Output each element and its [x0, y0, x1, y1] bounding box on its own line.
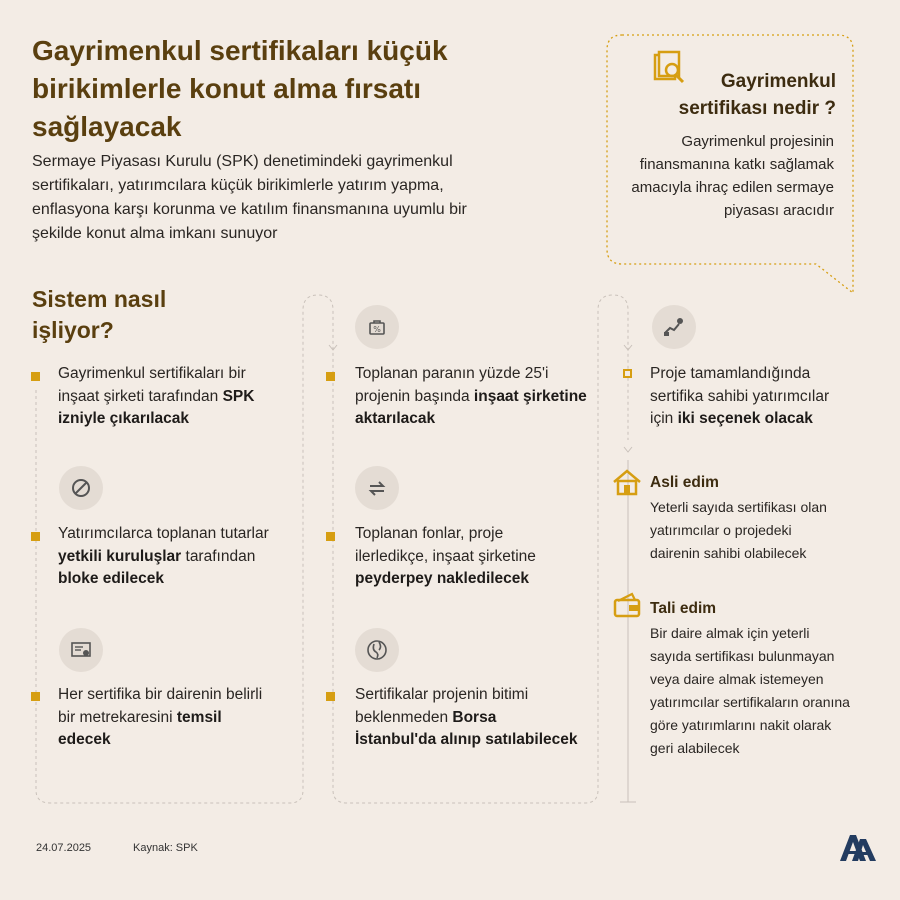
step-item: Gayrimenkul sertifikaları bir inşaat şirketi tarafından SPK izniyle çıkarılacak: [58, 365, 255, 427]
step-item: Her sertifika bir dairenin belirli bir metrekaresini temsil edecek: [58, 686, 263, 748]
step-item: Yatırımcılarca toplanan tutarlar yetkili kuruluşlar tarafından bloke edilecek: [58, 525, 269, 587]
option-title-tali: Tali edim: [650, 600, 717, 617]
bullet-marker: [31, 692, 40, 701]
anadolu-agency-logo: [838, 831, 878, 868]
step-item: Sertifikalar projenin bitimi beklenmeden Borsa İstanbul'da alınıp satılabilecek: [355, 686, 578, 748]
footer-source: Kaynak: SPK: [133, 842, 198, 854]
footer-date: 24.07.2025: [36, 842, 92, 854]
percent-bag-icon: [355, 305, 399, 349]
stock-exchange-icon: [355, 628, 399, 672]
wallet-icon: [612, 592, 642, 624]
bullet-marker: [31, 372, 40, 381]
step-item: Proje tamamlandığında sertifika sahibi yatırımcılar için iki seçenek olacak: [650, 365, 830, 427]
svg-text:%: %: [373, 325, 381, 334]
blocked-icon: [59, 466, 103, 510]
callout-title: Gayrimenkul sertifikası nedir ?: [678, 71, 836, 119]
intro-text: Sermaye Piyasası Kurulu (SPK) denetimindeki gayrimenkul sertifikaları, yatırımcılara küçük birikimlerle yatırım yapma, enflasyona karşı korunma ve katılım finansmanına uyumlu bir şekilde konut alma imkanı sunuyor: [32, 153, 467, 242]
transfer-arrows-icon: [355, 466, 399, 510]
bullet-marker: [326, 692, 335, 701]
certificate-icon: [59, 628, 103, 672]
page-title: Gayrimenkul sertifikaları küçük birikimlerle konut alma fırsatı sağlayacak: [32, 35, 448, 142]
option-title-asli: Asli edim: [650, 474, 719, 491]
section-title: Sistem nasıl işliyor?: [32, 286, 167, 343]
handshake-money-icon: [652, 305, 696, 349]
house-icon: [612, 469, 642, 501]
bullet-marker: [326, 532, 335, 541]
option-text-tali: Bir daire almak için yeterli sayıda sertifikası bulunmayan veya daire almak istemeyen yatırımcılar sertifikaların oranına göre yatırımlarını nakit olarak geri alabilecek: [650, 625, 850, 756]
option-text-asli: Yeterli sayıda sertifikası olan yatırımcılar o projedeki dairenin sahibi olabilecek: [650, 499, 827, 561]
step-item: Toplanan fonlar, proje ilerledikçe, inşaat şirketine peyderpey nakledilecek: [355, 525, 536, 587]
bullet-marker-hollow: [623, 369, 632, 378]
bullet-marker: [31, 532, 40, 541]
callout-text: Gayrimenkul projesinin finansmanına katkı sağlamak amacıyla ihraç edilen sermaye piyasası aracıdır: [631, 133, 834, 219]
bullet-marker: [326, 372, 335, 381]
step-item: Toplanan paranın yüzde 25'i projenin başında inşaat şirketine aktarılacak: [355, 365, 587, 427]
